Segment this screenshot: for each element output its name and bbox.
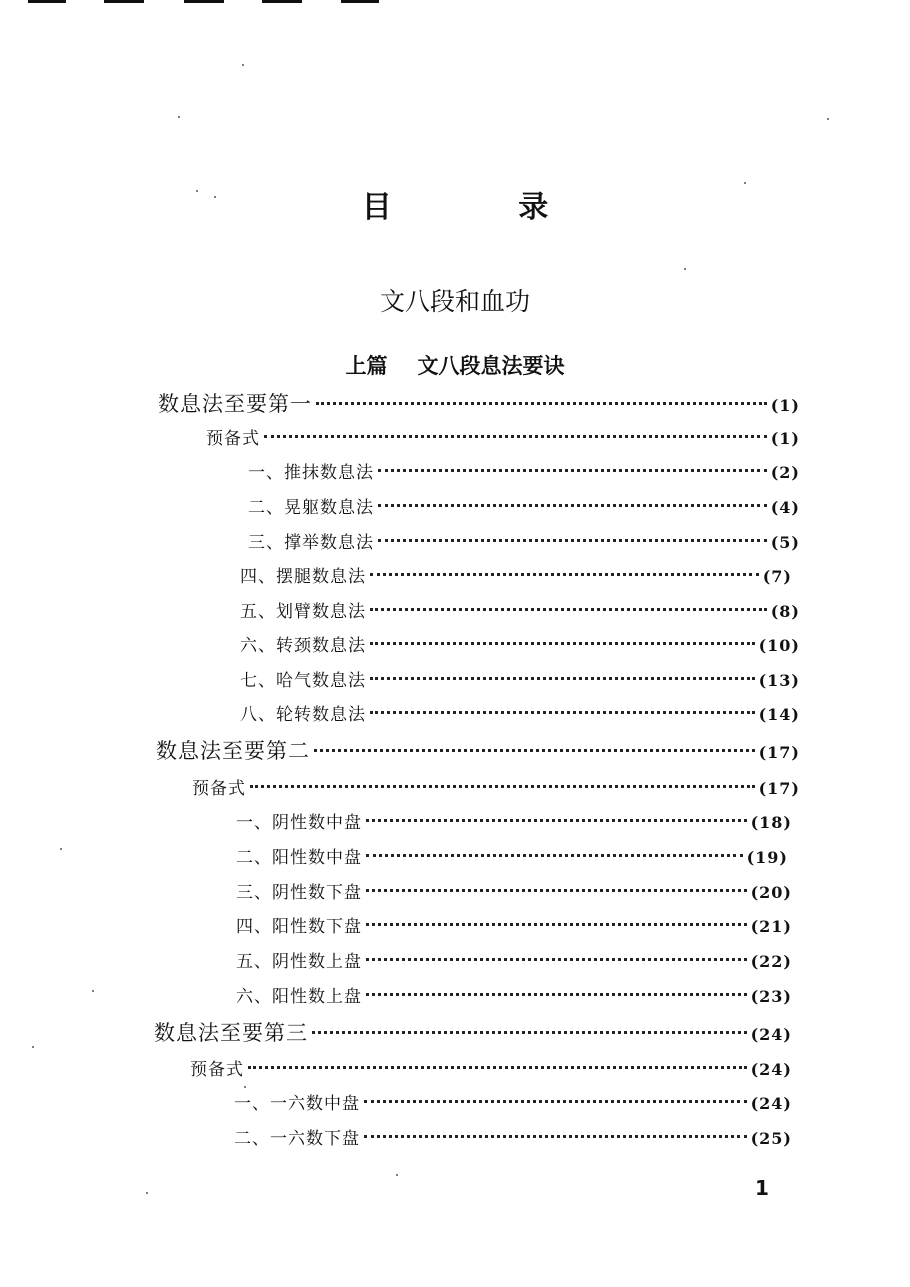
- toc-page-number: (4): [770, 498, 800, 517]
- toc-page-number: (20): [750, 883, 792, 902]
- toc-entry-label: 一、一六数中盘: [234, 1094, 360, 1114]
- toc-entry[interactable]: [234, 1089, 792, 1119]
- toc-page-number: (2): [770, 463, 800, 482]
- toc-page-number: (17): [758, 743, 800, 762]
- toc-entry-label: 四、摆腿数息法: [240, 567, 366, 587]
- toc-dot-leader: [366, 854, 743, 857]
- toc-page-number: (21): [750, 917, 792, 936]
- toc-dot-leader: [248, 1066, 747, 1069]
- toc-page-number: (24): [750, 1060, 792, 1079]
- toc-dot-leader: [366, 993, 747, 996]
- toc-page-number: (24): [750, 1025, 792, 1044]
- toc-entry-label: 数息法至要第一: [158, 392, 312, 416]
- toc-page-number: (5): [770, 533, 800, 552]
- toc-dot-leader: [314, 749, 755, 752]
- page-number: 1: [755, 1176, 769, 1200]
- toc-page-number: (13): [758, 671, 800, 690]
- toc-dot-leader: [370, 677, 755, 680]
- toc-entry[interactable]: [240, 666, 800, 696]
- toc-entry-label: 数息法至要第二: [156, 739, 310, 763]
- toc-entry-label: 四、阳性数下盘: [236, 917, 362, 937]
- toc-page-number: (7): [762, 567, 792, 586]
- toc-page-number: (24): [750, 1094, 792, 1113]
- toc-dot-leader: [366, 923, 747, 926]
- toc-page-number: (23): [750, 987, 792, 1006]
- toc-entry[interactable]: [240, 631, 800, 661]
- toc-dot-leader: [366, 958, 747, 961]
- toc-entry[interactable]: [236, 878, 792, 908]
- toc-dot-leader: [370, 711, 755, 714]
- toc-entry[interactable]: [190, 1055, 792, 1085]
- toc-page-number: (19): [746, 848, 788, 867]
- toc-entry-label: 八、轮转数息法: [240, 705, 366, 725]
- toc-entry[interactable]: [192, 774, 800, 804]
- toc-dot-leader: [378, 469, 767, 472]
- toc-entry[interactable]: [240, 597, 800, 627]
- toc-dot-leader: [364, 1135, 747, 1138]
- toc-dot-leader: [370, 608, 767, 611]
- toc-page-number: (25): [750, 1129, 792, 1148]
- toc-dot-leader: [264, 435, 767, 438]
- toc-entry-label: 预备式: [206, 429, 260, 449]
- toc-page-number: (14): [758, 705, 800, 724]
- toc-entry-label: 三、撑举数息法: [248, 533, 374, 553]
- toc-page-number: (8): [770, 602, 800, 621]
- toc-entry[interactable]: [248, 458, 800, 488]
- toc-page-number: (17): [758, 779, 800, 798]
- toc-dot-leader: [364, 1100, 747, 1103]
- toc-entry-label: 预备式: [192, 779, 246, 799]
- toc-entry-label: 一、推抹数息法: [248, 463, 374, 483]
- toc-dot-leader: [378, 539, 767, 542]
- book-title: 文八段和血功: [379, 287, 530, 316]
- toc-page-number: (1): [770, 429, 800, 448]
- toc-entry[interactable]: [154, 1018, 792, 1048]
- toc-dot-leader: [250, 785, 755, 788]
- toc-entry-label: 五、阴性数上盘: [236, 952, 362, 972]
- part-label: 上篇: [345, 354, 388, 378]
- toc-entry[interactable]: [234, 1124, 792, 1154]
- toc-entry-label: 三、阴性数下盘: [236, 883, 362, 903]
- toc-entry[interactable]: [248, 528, 800, 558]
- toc-dot-leader: [366, 889, 747, 892]
- toc-dot-leader: [316, 402, 767, 405]
- part-heading: 文八段息法要诀: [417, 354, 565, 378]
- toc-entry[interactable]: [158, 389, 800, 419]
- toc-page-number: (18): [750, 813, 792, 832]
- toc-page-number: (22): [750, 952, 792, 971]
- toc-entry-label: 一、阴性数中盘: [236, 813, 362, 833]
- toc-entry[interactable]: [236, 912, 792, 942]
- toc-entry-label: 五、划臂数息法: [240, 602, 366, 622]
- toc-entry[interactable]: [240, 562, 792, 592]
- toc-entry-label: 数息法至要第三: [154, 1021, 308, 1045]
- toc-dot-leader: [370, 573, 759, 576]
- toc-dot-leader: [312, 1031, 747, 1034]
- toc-entry-label: 预备式: [190, 1060, 244, 1080]
- toc-page-number: (10): [758, 636, 800, 655]
- toc-entry-label: 六、阳性数上盘: [236, 987, 362, 1007]
- toc-entry-label: 二、阳性数中盘: [236, 848, 362, 868]
- toc-dot-leader: [366, 819, 747, 822]
- toc-entry-label: 二、晃躯数息法: [248, 498, 374, 518]
- toc-entry[interactable]: [236, 808, 792, 838]
- toc-entry[interactable]: [236, 947, 792, 977]
- toc-page-number: (1): [770, 396, 800, 415]
- toc-dot-leader: [370, 642, 755, 645]
- page-title: 目 录: [361, 190, 607, 225]
- toc-entry[interactable]: [156, 736, 800, 766]
- toc-dot-leader: [378, 504, 767, 507]
- toc-entry[interactable]: [236, 982, 792, 1012]
- toc-entry[interactable]: [236, 843, 788, 873]
- toc-entry-label: 二、一六数下盘: [234, 1129, 360, 1149]
- toc-entry[interactable]: [248, 493, 800, 523]
- toc-entry-label: 七、哈气数息法: [240, 671, 366, 691]
- toc-entry[interactable]: [240, 700, 800, 730]
- toc-entry[interactable]: [206, 424, 800, 454]
- toc-entry-label: 六、转颈数息法: [240, 636, 366, 656]
